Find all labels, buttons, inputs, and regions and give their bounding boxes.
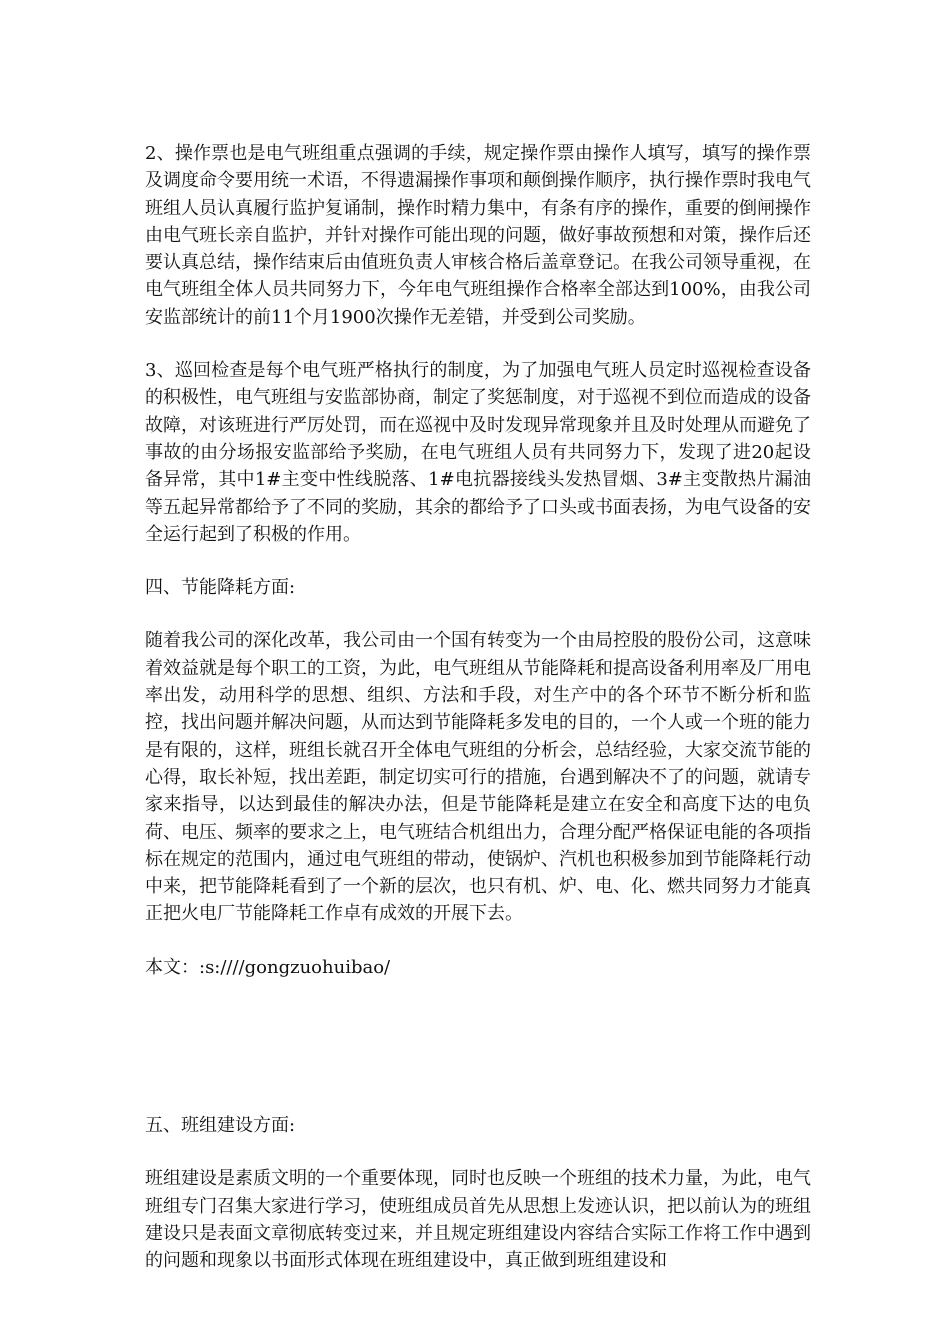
spacer [145, 548, 811, 574]
document-page [145, 140, 811, 1275]
spacer [145, 1139, 811, 1165]
spacer [145, 928, 811, 954]
section-heading-team-building: 五、班组建设方面: [145, 1115, 296, 1137]
spacer [145, 331, 811, 357]
paragraph-energy-saving: 随着我公司的深化改革，我公司由一个国有转变为一个由局控股的股份公司，这意味着效益就是每个职工的工资，为此，电气班组从节能降耗和提高设备利用率及厂用电率出发，动用科学的思想、组织、方法和手段，对生产中的各个环节不断分析和监控，找出问题并解决问题，从而达到节能降耗多发电的目的，一个人或一个班的能力是有限的，这样，班组长就召开全体电气班组的分析会，总结经验，大家交流节能的心得，取长补短，找出差距，制定切实可行的措施，台遇到解决不了的问题，就请专家来指导，以达到最佳的解决办法，但是节能降耗是建立在安全和高度下达的电负荷、电压、频率的要求之上，电气班结合机组出力，合理分配严格保证电能的各项指标在规定的范围内，通过电气班组的带动，使锅炉、汽机也积极参加到节能降耗行动中来，把节能降耗看到了一个新的层次，也只有机、炉、电、化、燃共同努力才能真正把火电厂节能降耗工作卓有成效的开展下去。 [145, 630, 811, 925]
spacer [145, 601, 811, 627]
source-link-text: 本文：:s:////gongzuohuibao/ [145, 956, 391, 978]
spacer [145, 981, 811, 1112]
paragraph-operation-ticket: 2、操作票也是电气班组重点强调的手续，规定操作票由操作人填写，填写的操作票及调度命令要用统一术语，不得遗漏操作事项和颠倒操作顺序，执行操作票时我电气班组人员认真履行监护复诵制，操作时精力集中，有条有序的操作，重要的倒闸操作由电气班长亲自监护，并针对操作可能出现的问题，做好事故预想和对策，操作后还要认真总结，操作结束后由值班负责人审核合格后盖章登记。在我公司领导重视，在电气班组全体人员共同努力下，今年电气班组操作合格率全部达到100%，由我公司安监部统计的前11个月1900次操作无差错，并受到公司奖励。 [145, 143, 811, 328]
section-heading-energy-saving: 四、节能降耗方面: [145, 577, 296, 599]
paragraph-patrol-inspection: 3、巡回检查是每个电气班严格执行的制度，为了加强电气班人员定时巡视检查设备的积极性，电气班组与安监部协商，制定了奖惩制度，对于巡视不到位而造成的设备故障，对该班进行严厉处罚，而在巡视中及时发现异常现象并且及时处理从而避免了事故的由分场报安监部给予奖励，在电气班组人员有共同努力下，发现了进20起设备异常，其中1#主变中性线脱落、1#电抗器接线头发热冒烟、3#主变散热片漏油等五起异常都给予了不同的奖励，其余的都给予了口头或书面表扬，为电气设备的安全运行起到了积极的作用。 [145, 360, 811, 545]
paragraph-team-building: 班组建设是素质文明的一个重要体现，同时也反映一个班组的技术力量，为此，电气班组专门召集大家进行学习，使班组成员首先从思想上发迹认识，把以前认为的班组建设只是表面文章彻底转变过来，并且规定班组建设内容结合实际工作将工作中遇到的问题和现象以书面形式体现在班组建设中，真正做到班组建设和 [145, 1168, 811, 1272]
